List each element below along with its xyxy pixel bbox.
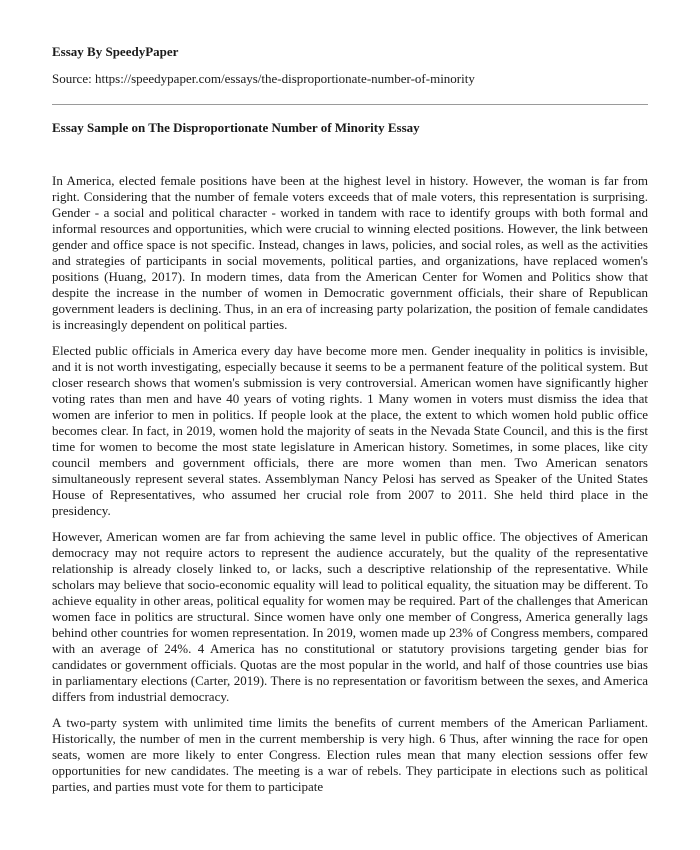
essay-body: [52, 173, 648, 805]
header-divider: [52, 104, 648, 105]
essay-paragraph: A two-party system with unlimited time limits the benefits of current members of the American Parliament. Historically, the number of men in the current membership is very high. 6 Thus, after winning the race for open seats, women are more likely to enter Congress. Election rules mean that many election sessions offer few opportunities for new candidates. The meeting is a war of rebels. They participate in elections such as political parties, and parties must vote for them to participate: [52, 715, 648, 794]
essay-paragraph: However, American women are far from achieving the same level in public office. The objectives of American democracy may not require actors to represent the audience accurately, but the quality of the representative relationship is already closely linked to, or lacks, such a descriptive relationship of the representative. While scholars may believe that socio-economic equality will lead to political equality, the situation may be different. To achieve equality in other areas, political equality for women may be required. Part of the challenges that American women face in politics are structural. Since women have only one member of Congress, America generally lags behind other countries for women representation. In 2019, women made up 23% of Congress members, compared with an average of 24%. 4 America has no constitutional or statutory provisions targeting gender bias for candidates or government officials. Quotas are the most popular in the world, and half of those countries use bias in parliamentary elections (Carter, 2019). There is no representation or favoritism between the sexes, and America differs from industrial democracy.: [52, 529, 648, 704]
essay-title: Essay Sample on The Disproportionate Number of Minority Essay: [52, 120, 420, 135]
document-brand: Essay By SpeedyPaper: [52, 44, 179, 59]
essay-paragraph: Elected public officials in America every day have become more men. Gender inequality in politics is invisible, and it is not worth investigating, especially because it seems to be a permanent feature of the political system. But closer research shows that women's submission is very controversial. American women have significantly higher voting rates than men and have 40 years of voting rights. 1 Many women in voters must dismiss the idea that women are inferior to men in politics. If people look at the place, the extent to which women hold public office becomes clear. In fact, in 2019, women hold the majority of seats in the Nevada State Council, and this is the first time for women to become the most state legislature in American history. Sometimes, in some places, like city council members and government officials, there are more women than men. Two American senators simultaneously represent several states. Assemblyman Nancy Pelosi has served as Speaker of the United States House of Representatives, who assumed her crucial role from 2007 to 2011. She held third place in the presidency.: [52, 343, 648, 518]
essay-paragraph: In America, elected female positions have been at the highest level in history. However, the woman is far from right. Considering that the number of female voters exceeds that of male voters, this representation is surprising. Gender - a social and political character - worked in tandem with race to identify groups with both formal and informal resources and opportunities, which were crucial to winning elected positions. However, the link between gender and office space is not specific. Instead, changes in laws, policies, and social roles, as well as the activities and strategies of participants in social movements, political parties, and organizations, have replaced women's positions (Huang, 2017). In modern times, data from the American Center for Women and Politics show that despite the increase in the number of women in Democratic government officials, their share of Republican government leaders is declining. Thus, in an era of increasing party polarization, the position of female candidates is increasingly dependent on political parties.: [52, 173, 648, 332]
source-line: Source: https://speedypaper.com/essays/the-disproportionate-number-of-minority: [52, 71, 475, 86]
